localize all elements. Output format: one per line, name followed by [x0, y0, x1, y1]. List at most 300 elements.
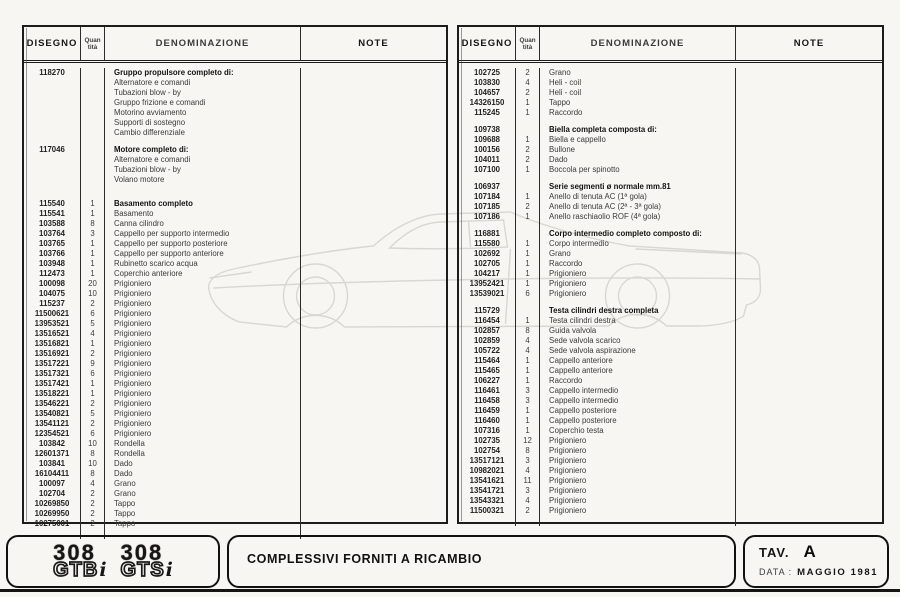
- table-row: [24, 209, 446, 219]
- note-cell: [300, 239, 446, 249]
- quantity-cell: [80, 145, 104, 155]
- note-cell: [735, 279, 882, 289]
- part-number-cell: 115540: [39, 199, 65, 208]
- description-cell: [539, 175, 735, 182]
- part-number-cell: 13517421: [34, 379, 70, 388]
- table-row: [459, 416, 882, 426]
- part-number-cell: 107185: [473, 202, 501, 211]
- logo-308-text: 308: [53, 540, 96, 566]
- table-header-row: [24, 27, 446, 63]
- quantity-cell: 6: [80, 369, 104, 379]
- quantity-cell: 1: [515, 212, 539, 222]
- part-number-cell: 112473: [39, 269, 65, 278]
- description-cell: Basamento: [104, 209, 300, 219]
- table-row: [24, 269, 446, 279]
- note-cell: [735, 456, 882, 466]
- quantity-cell: 4: [515, 466, 539, 476]
- quantity-cell: [80, 88, 104, 98]
- table-row: [459, 279, 882, 289]
- logo-gts-text: GTS: [120, 559, 165, 582]
- spacer-row: [459, 175, 882, 182]
- tav-value: A: [803, 542, 816, 561]
- quantity-cell: 11: [515, 476, 539, 486]
- description-cell: Anello raschiaolio ROF (4ª gola): [539, 212, 735, 222]
- note-cell: [735, 396, 882, 406]
- description-cell: Biella completa composta di:: [539, 125, 735, 135]
- part-number-cell: 115541: [39, 209, 65, 218]
- table-row: [459, 212, 882, 222]
- description-cell: Prigioniero: [539, 446, 735, 456]
- description-cell: Prigioniero: [539, 466, 735, 476]
- description-cell: Serie segmenti ø normale mm.81: [539, 182, 735, 192]
- table-row: [24, 118, 446, 128]
- quantity-cell: 1: [80, 199, 104, 209]
- note-cell: [300, 509, 446, 519]
- logo-i-suffix: i: [165, 559, 173, 582]
- note-cell: [300, 369, 446, 379]
- part-number-cell: 117046: [39, 145, 65, 154]
- part-number-cell: 106227: [473, 376, 501, 385]
- quantity-cell: 4: [80, 329, 104, 339]
- quantity-cell: [80, 165, 104, 175]
- description-cell: Prigioniero: [104, 369, 300, 379]
- table-row: [459, 78, 882, 88]
- quantity-cell: 2: [80, 499, 104, 509]
- table-row: [24, 399, 446, 409]
- quantity-cell: 20: [80, 279, 104, 289]
- part-number-cell: 10269950: [34, 509, 70, 518]
- note-cell: [735, 239, 882, 249]
- quantity-cell: [80, 138, 104, 145]
- quantity-cell: 9: [80, 359, 104, 369]
- column-header-denominazione: DENOMINAZIONE: [104, 27, 300, 60]
- part-number-cell: 13517321: [34, 369, 70, 378]
- part-number-cell: 102705: [473, 259, 501, 268]
- quantita-line2: tità: [87, 43, 98, 51]
- parts-table-left: [22, 25, 448, 528]
- logo-308-gtbi: [53, 540, 107, 582]
- note-cell: [300, 459, 446, 469]
- part-number-cell: 109738: [473, 125, 501, 134]
- quantity-cell: 10: [80, 289, 104, 299]
- quantity-cell: 2: [80, 399, 104, 409]
- description-cell: Prigioniero: [104, 399, 300, 409]
- part-number-cell: 13952421: [469, 279, 505, 288]
- description-cell: Alternatore e comandi: [104, 155, 300, 165]
- description-cell: Coperchio testa: [539, 426, 735, 436]
- part-number-cell: 116461: [474, 386, 500, 395]
- quantity-cell: [80, 98, 104, 108]
- quantity-cell: 1: [515, 98, 539, 108]
- part-number-cell: 115465: [474, 366, 500, 375]
- description-cell: Boccola per spinotto: [539, 165, 735, 175]
- part-number-cell: 103766: [38, 249, 66, 258]
- quantity-cell: 3: [515, 396, 539, 406]
- description-cell: Dado: [539, 155, 735, 165]
- description-cell: Tappo: [104, 499, 300, 509]
- description-cell: Testa cilindri destra completa: [539, 306, 735, 316]
- quantity-cell: 1: [515, 279, 539, 289]
- description-cell: Basamento completo: [104, 199, 300, 209]
- table-row: [459, 155, 882, 165]
- quantity-cell: 8: [80, 469, 104, 479]
- quantity-cell: 3: [80, 229, 104, 239]
- note-cell: [735, 202, 882, 212]
- note-cell: [300, 349, 446, 359]
- description-cell: Anello di tenuta AC (2ª - 3ª gola): [539, 202, 735, 212]
- part-number-cell: 16104411: [34, 469, 70, 478]
- note-cell: [735, 269, 882, 279]
- quantity-cell: 1: [80, 209, 104, 219]
- table-row: [459, 306, 882, 316]
- table-row: [459, 406, 882, 416]
- quantita-line1: Quan: [519, 36, 536, 44]
- description-cell: [104, 185, 300, 199]
- quantity-cell: [515, 299, 539, 306]
- note-cell: [300, 249, 446, 259]
- part-number-cell: 107186: [473, 212, 501, 221]
- section-title-box: [227, 535, 736, 588]
- note-cell: [735, 125, 882, 135]
- part-number-cell: 13518221: [34, 389, 70, 398]
- part-number-cell: 103764: [38, 229, 66, 238]
- quantity-cell: 2: [515, 202, 539, 212]
- part-number-cell: 11500621: [34, 309, 70, 318]
- part-number-cell: 13540821: [34, 409, 70, 418]
- part-number-cell: 102692: [473, 249, 501, 258]
- note-cell: [300, 519, 446, 529]
- part-number-cell: [24, 165, 80, 175]
- quantity-cell: [80, 68, 104, 78]
- table-row: [459, 496, 882, 506]
- table-row: [24, 419, 446, 429]
- quantity-cell: 2: [80, 519, 104, 529]
- note-cell: [735, 259, 882, 269]
- table-row: [459, 436, 882, 446]
- description-cell: Volano motore: [104, 175, 300, 185]
- table-row: [459, 346, 882, 356]
- description-cell: Canna cilindro: [104, 219, 300, 229]
- part-number-cell: 13539021: [469, 289, 505, 298]
- note-cell: [735, 145, 882, 155]
- part-number-cell: 103842: [38, 439, 66, 448]
- table-row: [24, 78, 446, 88]
- part-number-cell: 115245: [474, 108, 500, 117]
- description-cell: Prigioniero: [539, 486, 735, 496]
- part-number-cell: [459, 222, 515, 229]
- part-number-cell: 107184: [473, 192, 501, 201]
- table-row: [459, 88, 882, 98]
- note-cell: [300, 155, 446, 165]
- quantity-cell: [515, 222, 539, 229]
- description-cell: Guida valvola: [539, 326, 735, 336]
- quantity-cell: 1: [80, 239, 104, 249]
- description-cell: Raccordo: [539, 376, 735, 386]
- section-title: COMPLESSIVI FORNITI A RICAMBIO: [247, 552, 483, 566]
- table-row: [24, 98, 446, 108]
- quantity-cell: 1: [515, 376, 539, 386]
- column-header-denominazione: DENOMINAZIONE: [539, 27, 735, 60]
- date-value: MAGGIO 1981: [797, 567, 879, 578]
- note-cell: [300, 299, 446, 309]
- note-cell: [300, 329, 446, 339]
- table-row: [24, 259, 446, 269]
- description-cell: Grano: [539, 68, 735, 78]
- table-row: [459, 192, 882, 202]
- part-number-cell: 14326150: [469, 98, 505, 107]
- column-header-disegno: DISEGNO: [461, 38, 513, 49]
- part-number-cell: 13953521: [34, 319, 70, 328]
- note-cell: [300, 289, 446, 299]
- table-row: [459, 229, 882, 239]
- description-cell: Anello di tenuta AC (1ª gola): [539, 192, 735, 202]
- note-cell: [300, 108, 446, 118]
- description-cell: Prigioniero: [539, 496, 735, 506]
- description-cell: Heli - coil: [539, 88, 735, 98]
- quantity-cell: 8: [515, 446, 539, 456]
- table-reference-box: [743, 535, 889, 588]
- description-cell: Grano: [104, 479, 300, 489]
- quantity-cell: 2: [80, 299, 104, 309]
- table-row: [459, 249, 882, 259]
- table-row: [459, 396, 882, 406]
- quantity-cell: 2: [515, 506, 539, 516]
- note-cell: [735, 165, 882, 175]
- table-row: [459, 165, 882, 175]
- table-row: [24, 329, 446, 339]
- note-cell: [735, 289, 882, 299]
- table-row: [24, 319, 446, 329]
- part-number-cell: 107316: [473, 426, 501, 435]
- table-row: [24, 68, 446, 78]
- part-number-cell: [24, 155, 80, 165]
- part-number-cell: 13541721: [469, 486, 505, 495]
- description-cell: Rondella: [104, 439, 300, 449]
- part-number-cell: 13516821: [34, 339, 70, 348]
- quantita-line2: tità: [522, 43, 533, 51]
- note-cell: [300, 175, 446, 185]
- part-number-cell: [459, 175, 515, 182]
- description-cell: Rondella: [104, 449, 300, 459]
- note-cell: [735, 516, 882, 526]
- description-cell: Cappello intermedio: [539, 396, 735, 406]
- note-cell: [735, 386, 882, 396]
- description-cell: Cappello intermedio: [539, 386, 735, 396]
- note-cell: [735, 118, 882, 125]
- description-cell: [539, 118, 735, 125]
- table-row: [459, 68, 882, 78]
- table-row: [459, 135, 882, 145]
- description-cell: Grano: [104, 489, 300, 499]
- note-cell: [735, 326, 882, 336]
- part-number-cell: 12601371: [34, 449, 70, 458]
- quantity-cell: 10: [80, 439, 104, 449]
- quantity-cell: 2: [80, 509, 104, 519]
- table-row: [459, 486, 882, 496]
- table-row: [24, 219, 446, 229]
- description-cell: [539, 222, 735, 229]
- note-cell: [735, 192, 882, 202]
- table-row: [24, 429, 446, 439]
- description-cell: Prigioniero: [104, 419, 300, 429]
- table-row: [24, 349, 446, 359]
- table-row: [24, 439, 446, 449]
- quantity-cell: 3: [515, 456, 539, 466]
- table-row: [459, 426, 882, 436]
- part-number-cell: 100156: [473, 145, 501, 154]
- description-cell: Prigioniero: [104, 379, 300, 389]
- table-row: [459, 476, 882, 486]
- column-header-note: NOTE: [735, 27, 882, 60]
- note-cell: [735, 299, 882, 306]
- part-number-cell: 116881: [474, 229, 500, 238]
- description-cell: Prigioniero: [104, 389, 300, 399]
- part-number-cell: 104075: [38, 289, 66, 298]
- quantity-cell: 1: [515, 259, 539, 269]
- note-cell: [735, 486, 882, 496]
- bottom-rule: [0, 589, 900, 592]
- part-number-cell: 118270: [39, 68, 65, 77]
- table-row: [459, 356, 882, 366]
- quantity-cell: 2: [515, 145, 539, 155]
- note-cell: [735, 406, 882, 416]
- note-cell: [735, 88, 882, 98]
- note-cell: [735, 306, 882, 316]
- description-cell: Prigioniero: [104, 289, 300, 299]
- description-cell: Prigioniero: [539, 456, 735, 466]
- part-number-cell: 13516521: [34, 329, 70, 338]
- note-cell: [300, 419, 446, 429]
- part-number-cell: [459, 118, 515, 125]
- description-cell: Prigioniero: [539, 436, 735, 446]
- quantity-cell: 2: [80, 419, 104, 429]
- note-cell: [735, 316, 882, 326]
- quantity-cell: [80, 108, 104, 118]
- description-cell: Prigioniero: [104, 329, 300, 339]
- quantity-cell: [80, 118, 104, 128]
- table-row: [459, 366, 882, 376]
- note-cell: [300, 339, 446, 349]
- quantity-cell: [515, 516, 539, 526]
- quantity-cell: 4: [80, 479, 104, 489]
- quantity-cell: 1: [515, 269, 539, 279]
- part-number-cell: 107100: [473, 165, 501, 174]
- logo-i-suffix: i: [99, 559, 107, 582]
- table-row: [24, 339, 446, 349]
- spacer-row: [459, 299, 882, 306]
- note-cell: [735, 376, 882, 386]
- description-cell: Heli - coil: [539, 78, 735, 88]
- part-number-cell: 13543321: [469, 496, 505, 505]
- description-cell: Corpo intermedio: [539, 239, 735, 249]
- description-cell: Sede valvola scarico: [539, 336, 735, 346]
- quantity-cell: 1: [515, 316, 539, 326]
- quantity-cell: 12: [515, 436, 539, 446]
- note-cell: [735, 249, 882, 259]
- quantity-cell: [80, 78, 104, 88]
- description-cell: Cappello per supporto anteriore: [104, 249, 300, 259]
- part-number-cell: 10269850: [34, 499, 70, 508]
- description-cell: Cappello anteriore: [539, 356, 735, 366]
- quantity-cell: [515, 182, 539, 192]
- part-number-cell: [24, 175, 80, 185]
- part-number-cell: 103830: [473, 78, 501, 87]
- part-number-cell: 105722: [473, 346, 501, 355]
- date-row: [759, 567, 887, 578]
- note-cell: [735, 496, 882, 506]
- table-row: [459, 259, 882, 269]
- table-row: [24, 409, 446, 419]
- table-row: [24, 128, 446, 138]
- table-row: [24, 88, 446, 98]
- spacer-row: [24, 138, 446, 145]
- quantity-cell: 5: [80, 409, 104, 419]
- table-row: [24, 519, 446, 529]
- quantity-cell: 4: [515, 346, 539, 356]
- note-cell: [735, 212, 882, 222]
- table-row: [459, 506, 882, 516]
- description-cell: Corpo intermedio completo composto di:: [539, 229, 735, 239]
- table-row: [459, 239, 882, 249]
- table-row: [24, 369, 446, 379]
- description-cell: [539, 516, 735, 526]
- quantity-cell: 1: [515, 356, 539, 366]
- date-label: DATA :: [759, 567, 793, 577]
- quantity-cell: 1: [515, 249, 539, 259]
- table-row: [459, 202, 882, 212]
- description-cell: Prigioniero: [104, 309, 300, 319]
- quantity-cell: 2: [515, 68, 539, 78]
- table-row: [24, 359, 446, 369]
- note-cell: [735, 182, 882, 192]
- quantity-cell: 6: [515, 289, 539, 299]
- quantity-cell: [80, 175, 104, 185]
- description-cell: Raccordo: [539, 108, 735, 118]
- description-cell: Tappo: [104, 519, 300, 529]
- table-row: [24, 155, 446, 165]
- quantity-cell: 1: [80, 339, 104, 349]
- note-cell: [300, 165, 446, 175]
- quantity-cell: 1: [515, 416, 539, 426]
- part-number-cell: 102735: [473, 436, 501, 445]
- note-cell: [735, 222, 882, 229]
- quantity-cell: 1: [515, 192, 539, 202]
- quantity-cell: 1: [515, 366, 539, 376]
- quantity-cell: 1: [80, 389, 104, 399]
- quantity-cell: 8: [80, 449, 104, 459]
- table-row: [24, 379, 446, 389]
- part-number-cell: 13541621: [469, 476, 505, 485]
- part-number-cell: 103841: [38, 459, 66, 468]
- note-cell: [300, 199, 446, 209]
- description-cell: Grano: [539, 249, 735, 259]
- logo-308-gtsi: [120, 540, 173, 582]
- note-cell: [735, 175, 882, 182]
- quantity-cell: 1: [80, 249, 104, 259]
- table-row: [24, 199, 446, 209]
- quantity-cell: [515, 229, 539, 239]
- note-cell: [300, 439, 446, 449]
- note-cell: [300, 185, 446, 199]
- logo-gts-line: [120, 559, 173, 582]
- quantity-cell: [80, 128, 104, 138]
- table-row: [459, 336, 882, 346]
- quantity-cell: 1: [80, 259, 104, 269]
- table-row: [459, 446, 882, 456]
- table-row: [24, 299, 446, 309]
- part-number-cell: 13546221: [34, 399, 70, 408]
- table-row: [459, 182, 882, 192]
